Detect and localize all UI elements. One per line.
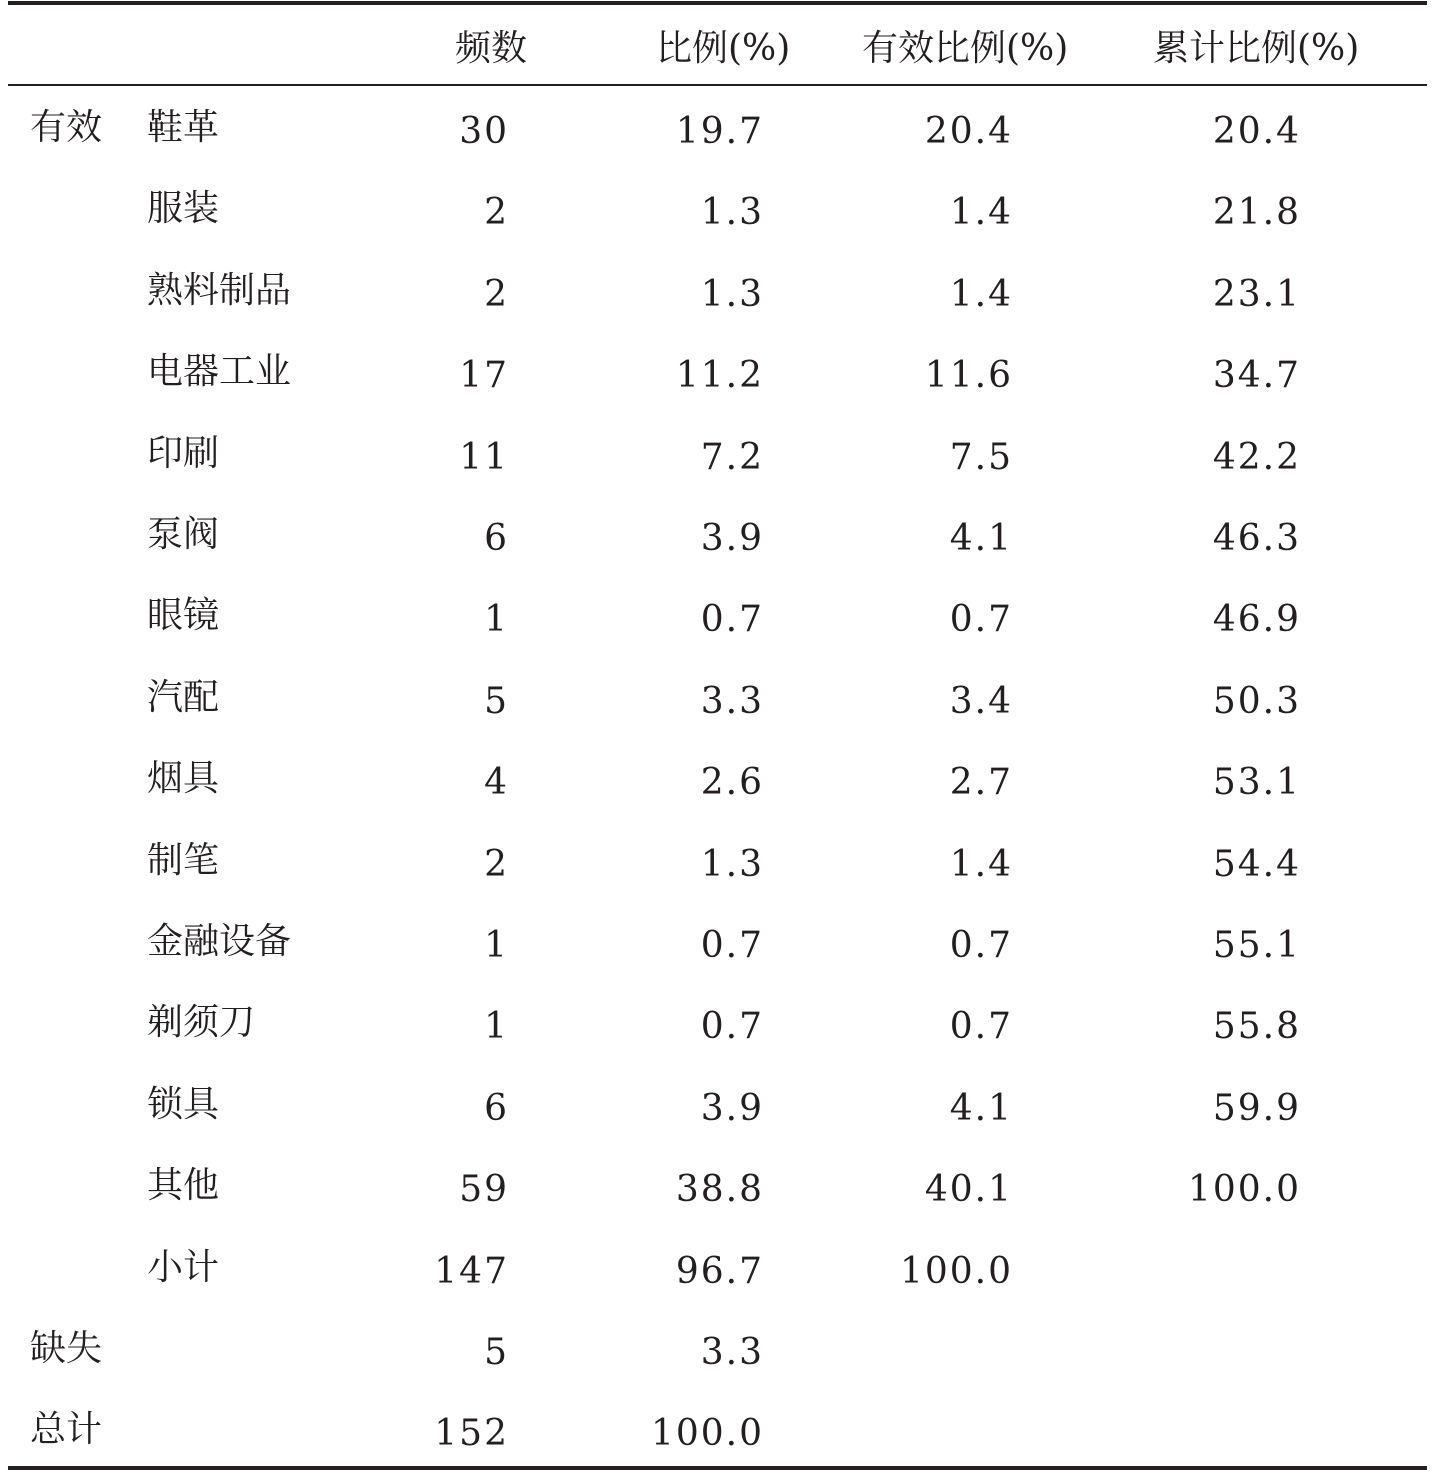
cell-pct: 1.3 [700, 274, 764, 315]
cell-valid-pct: 40.1 [924, 1169, 1013, 1210]
row-category-label: 剃须刀 [147, 1002, 256, 1043]
cell-valid-pct: 100.0 [899, 1251, 1013, 1292]
row-category-label: 其他 [147, 1165, 220, 1206]
header-cum-pct: 累计比例(%) [1153, 28, 1360, 69]
row-category-label: 印刷 [147, 433, 220, 474]
cell-freq: 17 [459, 355, 509, 396]
cell-valid-pct: 2.7 [949, 762, 1013, 803]
cell-pct: 3.9 [700, 1088, 764, 1129]
cell-freq: 5 [484, 681, 509, 722]
cell-valid-pct: 4.1 [949, 518, 1013, 559]
cell-pct: 38.8 [675, 1169, 764, 1210]
header-valid-pct: 有效比例(%) [862, 28, 1069, 69]
cell-cum-pct: 100.0 [1187, 1169, 1301, 1210]
cell-freq: 2 [484, 192, 509, 233]
cell-freq: 1 [484, 1006, 509, 1047]
cell-freq: 1 [484, 599, 509, 640]
cell-cum-pct: 55.8 [1212, 1006, 1301, 1047]
row-category-label: 电器工业 [147, 351, 292, 392]
cell-pct: 7.2 [700, 437, 764, 478]
cell-freq: 6 [484, 1088, 509, 1129]
cell-pct: 3.9 [700, 518, 764, 559]
row-category-label: 熟料制品 [147, 270, 292, 311]
cell-cum-pct: 59.9 [1212, 1088, 1301, 1129]
cell-cum-pct: 21.8 [1212, 192, 1301, 233]
cell-freq: 4 [484, 762, 509, 803]
cell-cum-pct: 50.3 [1212, 681, 1301, 722]
cell-valid-pct: 1.4 [949, 844, 1013, 885]
row-category-label: 鞋革 [147, 107, 220, 148]
cell-valid-pct: 4.1 [949, 1088, 1013, 1129]
cell-valid-pct: 0.7 [949, 599, 1013, 640]
row-category-label: 金融设备 [147, 921, 292, 962]
cell-freq: 147 [434, 1251, 509, 1292]
cell-pct: 96.7 [675, 1251, 764, 1292]
cell-valid-pct: 1.4 [949, 274, 1013, 315]
cell-cum-pct: 20.4 [1212, 111, 1301, 152]
row-group-label: 有效 [30, 107, 103, 148]
cell-valid-pct: 0.7 [949, 1006, 1013, 1047]
table-bottom-rule [8, 1466, 1427, 1470]
cell-freq: 6 [484, 518, 509, 559]
cell-cum-pct: 42.2 [1212, 437, 1301, 478]
row-group-label: 缺失 [30, 1328, 103, 1369]
cell-freq: 152 [434, 1413, 509, 1454]
cell-freq: 59 [459, 1169, 509, 1210]
table-top-rule [8, 1, 1427, 5]
cell-valid-pct: 0.7 [949, 925, 1013, 966]
cell-cum-pct: 34.7 [1212, 355, 1301, 396]
cell-pct: 100.0 [650, 1413, 764, 1454]
cell-cum-pct: 55.1 [1212, 925, 1301, 966]
row-group-label: 总计 [30, 1409, 103, 1450]
row-category-label: 汽配 [147, 677, 220, 718]
cell-freq: 30 [459, 111, 509, 152]
cell-valid-pct: 3.4 [949, 681, 1013, 722]
cell-cum-pct: 23.1 [1212, 274, 1301, 315]
cell-pct: 0.7 [700, 1006, 764, 1047]
cell-pct: 0.7 [700, 599, 764, 640]
cell-cum-pct: 54.4 [1212, 844, 1301, 885]
cell-cum-pct: 46.3 [1212, 518, 1301, 559]
cell-valid-pct: 20.4 [924, 111, 1013, 152]
row-category-label: 泵阀 [147, 514, 220, 555]
cell-freq: 5 [484, 1332, 509, 1373]
cell-pct: 2.6 [700, 762, 764, 803]
cell-cum-pct: 53.1 [1212, 762, 1301, 803]
cell-pct: 19.7 [675, 111, 764, 152]
table-header-rule [8, 84, 1427, 86]
cell-pct: 0.7 [700, 925, 764, 966]
header-freq: 频数 [455, 28, 528, 69]
cell-pct: 1.3 [700, 844, 764, 885]
row-category-label: 服装 [147, 188, 220, 229]
cell-freq: 1 [484, 925, 509, 966]
row-category-label: 制笔 [147, 840, 220, 881]
header-pct: 比例(%) [656, 28, 791, 69]
cell-valid-pct: 7.5 [949, 437, 1013, 478]
cell-freq: 2 [484, 274, 509, 315]
row-category-label: 小计 [147, 1247, 220, 1288]
cell-pct: 3.3 [700, 1332, 764, 1373]
cell-freq: 2 [484, 844, 509, 885]
cell-cum-pct: 46.9 [1212, 599, 1301, 640]
cell-pct: 11.2 [675, 355, 764, 396]
row-category-label: 烟具 [147, 758, 220, 799]
row-category-label: 锁具 [147, 1084, 220, 1125]
cell-valid-pct: 11.6 [924, 355, 1013, 396]
row-category-label: 眼镜 [147, 595, 220, 636]
cell-pct: 3.3 [700, 681, 764, 722]
cell-valid-pct: 1.4 [949, 192, 1013, 233]
cell-freq: 11 [459, 437, 509, 478]
cell-pct: 1.3 [700, 192, 764, 233]
